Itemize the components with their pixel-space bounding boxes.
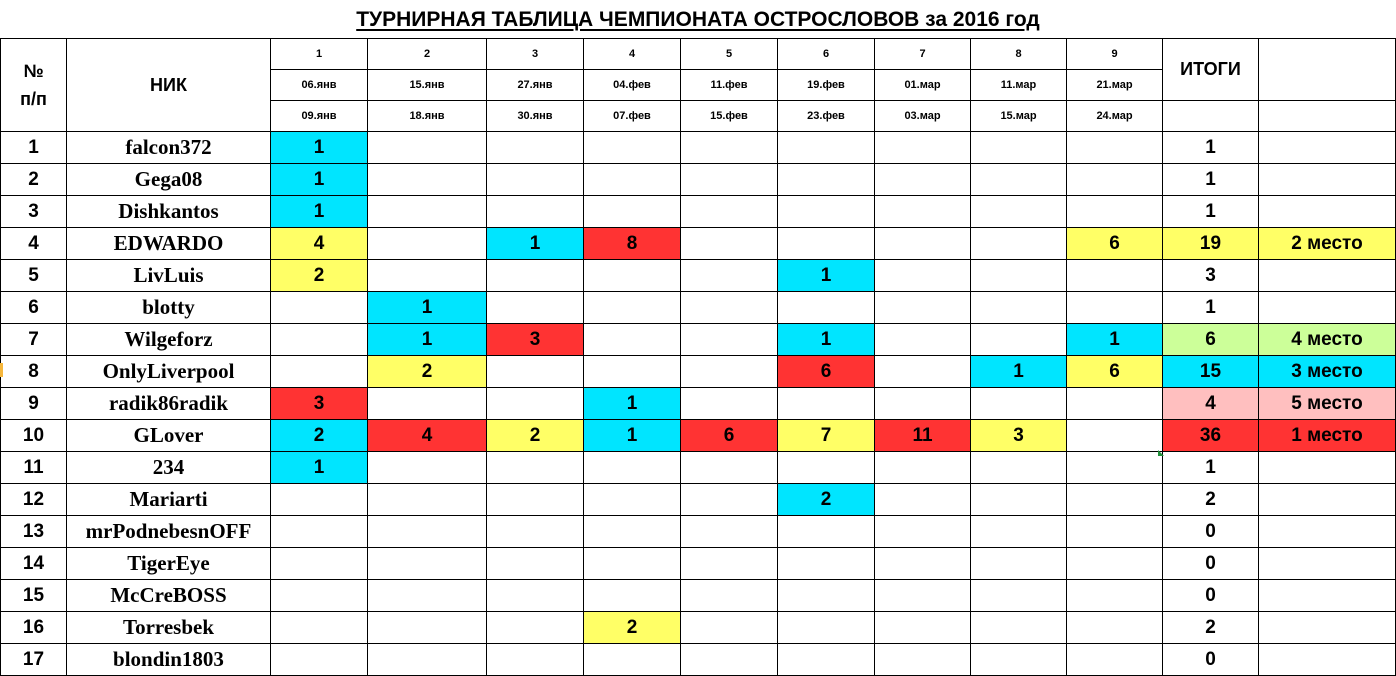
round-score-cell[interactable] (368, 132, 487, 164)
player-nick[interactable]: GLover (67, 420, 271, 452)
round-score-cell[interactable]: 1 (271, 132, 368, 164)
round-score-cell[interactable] (1067, 644, 1163, 676)
place-cell[interactable] (1259, 132, 1396, 164)
round-score-cell[interactable]: 6 (681, 420, 778, 452)
round-score-cell[interactable] (271, 644, 368, 676)
round-score-cell[interactable] (875, 516, 971, 548)
round-score-cell[interactable] (487, 356, 584, 388)
table-row[interactable] (1, 452, 1396, 484)
table-row[interactable] (1, 356, 1396, 388)
header-round-number: 4 (584, 39, 681, 70)
header-place-blank (1259, 101, 1396, 132)
total-cell[interactable]: 0 (1163, 516, 1259, 548)
round-score-cell[interactable] (778, 580, 875, 612)
round-score-cell[interactable] (368, 452, 487, 484)
round-score-cell[interactable]: 1 (271, 452, 368, 484)
header-round-start: 06.янв (271, 70, 368, 101)
round-score-cell[interactable]: 2 (271, 420, 368, 452)
row-number[interactable]: 4 (1, 228, 67, 260)
round-score-cell[interactable] (681, 452, 778, 484)
round-score-cell[interactable]: 4 (271, 228, 368, 260)
header-total-blank (1163, 101, 1259, 132)
player-nick[interactable]: OnlyLiverpool (67, 356, 271, 388)
round-score-cell[interactable] (584, 516, 681, 548)
round-score-cell[interactable] (487, 644, 584, 676)
round-score-cell[interactable] (778, 292, 875, 324)
round-score-cell[interactable]: 4 (368, 420, 487, 452)
place-cell[interactable] (1259, 612, 1396, 644)
total-cell[interactable]: 1 (1163, 164, 1259, 196)
round-score-cell[interactable] (1067, 388, 1163, 420)
round-score-cell[interactable]: 2 (487, 420, 584, 452)
player-nick[interactable]: Gega08 (67, 164, 271, 196)
header-num-line1: № (23, 61, 44, 81)
row-number[interactable]: 15 (1, 580, 67, 612)
round-score-cell[interactable] (971, 644, 1067, 676)
round-score-cell[interactable] (487, 164, 584, 196)
round-score-cell[interactable] (584, 132, 681, 164)
header-nick: НИК (67, 39, 271, 132)
row-number[interactable]: 5 (1, 260, 67, 292)
table-row[interactable] (1, 644, 1396, 676)
header-round-number: 3 (487, 39, 584, 70)
table-row[interactable] (1, 420, 1396, 452)
round-score-cell[interactable]: 1 (584, 388, 681, 420)
total-cell[interactable]: 4 (1163, 388, 1259, 420)
header-round-start: 11.фев (681, 70, 778, 101)
round-score-cell[interactable] (487, 516, 584, 548)
round-score-cell[interactable]: 6 (1067, 356, 1163, 388)
row-number[interactable]: 17 (1, 644, 67, 676)
round-score-cell[interactable] (681, 292, 778, 324)
header-round-start: 15.янв (368, 70, 487, 101)
round-score-cell[interactable] (778, 548, 875, 580)
total-cell[interactable]: 3 (1163, 260, 1259, 292)
round-score-cell[interactable] (875, 612, 971, 644)
round-score-cell[interactable] (368, 260, 487, 292)
table-row[interactable] (1, 132, 1396, 164)
player-nick[interactable]: 234 (67, 452, 271, 484)
table-row[interactable] (1, 484, 1396, 516)
total-cell[interactable]: 1 (1163, 292, 1259, 324)
round-score-cell[interactable] (271, 580, 368, 612)
round-score-cell[interactable] (487, 292, 584, 324)
table-row[interactable] (1, 228, 1396, 260)
round-score-cell[interactable] (778, 196, 875, 228)
round-score-cell[interactable] (681, 196, 778, 228)
round-score-cell[interactable] (487, 388, 584, 420)
round-score-cell[interactable] (971, 548, 1067, 580)
total-cell[interactable]: 1 (1163, 196, 1259, 228)
round-score-cell[interactable] (584, 452, 681, 484)
round-score-cell[interactable] (1067, 196, 1163, 228)
place-cell[interactable] (1259, 164, 1396, 196)
round-score-cell[interactable] (875, 388, 971, 420)
place-cell[interactable] (1259, 484, 1396, 516)
round-score-cell[interactable] (368, 516, 487, 548)
round-score-cell[interactable] (271, 612, 368, 644)
row-number[interactable]: 7 (1, 324, 67, 356)
header-round-start: 01.мар (875, 70, 971, 101)
header-round-end: 15.фев (681, 101, 778, 132)
round-score-cell[interactable] (971, 612, 1067, 644)
round-score-cell[interactable] (971, 164, 1067, 196)
player-nick[interactable]: falcon372 (67, 132, 271, 164)
header-round-number: 9 (1067, 39, 1163, 70)
round-score-cell[interactable] (681, 388, 778, 420)
place-cell[interactable]: 5 место (1259, 388, 1396, 420)
total-cell[interactable]: 1 (1163, 452, 1259, 484)
round-score-cell[interactable] (487, 196, 584, 228)
header-round-start: 27.янв (487, 70, 584, 101)
round-score-cell[interactable] (487, 452, 584, 484)
round-score-cell[interactable]: 1 (778, 260, 875, 292)
table-row[interactable] (1, 260, 1396, 292)
round-score-cell[interactable]: 1 (368, 292, 487, 324)
round-score-cell[interactable] (368, 196, 487, 228)
row-marker (0, 363, 3, 377)
row-number[interactable]: 16 (1, 612, 67, 644)
table-row[interactable] (1, 164, 1396, 196)
round-score-cell[interactable]: 2 (368, 356, 487, 388)
round-score-cell[interactable] (1067, 420, 1163, 452)
total-cell[interactable]: 19 (1163, 228, 1259, 260)
header-round-end: 09.янв (271, 101, 368, 132)
round-score-cell[interactable] (875, 484, 971, 516)
round-score-cell[interactable] (875, 580, 971, 612)
row-number[interactable]: 9 (1, 388, 67, 420)
round-score-cell[interactable]: 1 (271, 196, 368, 228)
standings-table (0, 38, 1396, 676)
row-number[interactable]: 6 (1, 292, 67, 324)
total-cell[interactable]: 15 (1163, 356, 1259, 388)
round-score-cell[interactable]: 3 (971, 420, 1067, 452)
place-cell[interactable] (1259, 548, 1396, 580)
header-round-number: 1 (271, 39, 368, 70)
table-row[interactable] (1, 548, 1396, 580)
round-score-cell[interactable] (875, 356, 971, 388)
round-score-cell[interactable] (971, 452, 1067, 484)
round-score-cell[interactable] (778, 452, 875, 484)
total-cell[interactable]: 2 (1163, 484, 1259, 516)
total-cell[interactable]: 0 (1163, 580, 1259, 612)
round-score-cell[interactable] (971, 196, 1067, 228)
round-score-cell[interactable]: 2 (271, 260, 368, 292)
round-score-cell[interactable] (1067, 452, 1163, 484)
round-score-cell[interactable] (584, 356, 681, 388)
round-score-cell[interactable] (681, 228, 778, 260)
round-score-cell[interactable] (271, 484, 368, 516)
place-cell[interactable] (1259, 644, 1396, 676)
place-cell[interactable] (1259, 580, 1396, 612)
round-score-cell[interactable] (271, 356, 368, 388)
cell-comment-indicator (1158, 450, 1164, 456)
row-number[interactable]: 13 (1, 516, 67, 548)
table-row[interactable] (1, 580, 1396, 612)
round-score-cell[interactable] (1067, 292, 1163, 324)
player-nick[interactable]: Mariarti (67, 484, 271, 516)
header-round-number: 2 (368, 39, 487, 70)
player-nick[interactable]: LivLuis (67, 260, 271, 292)
round-score-cell[interactable] (487, 260, 584, 292)
round-score-cell[interactable] (584, 164, 681, 196)
round-score-cell[interactable] (971, 388, 1067, 420)
round-score-cell[interactable] (778, 228, 875, 260)
total-cell[interactable]: 0 (1163, 644, 1259, 676)
round-score-cell[interactable] (368, 644, 487, 676)
table-row[interactable] (1, 324, 1396, 356)
row-number[interactable]: 2 (1, 164, 67, 196)
round-score-cell[interactable] (875, 132, 971, 164)
place-cell[interactable]: 1 место (1259, 420, 1396, 452)
round-score-cell[interactable] (681, 356, 778, 388)
player-nick[interactable]: Torresbek (67, 612, 271, 644)
round-score-cell[interactable]: 6 (1067, 228, 1163, 260)
header-num-line2: п/п (20, 89, 47, 109)
round-score-cell[interactable] (368, 388, 487, 420)
round-score-cell[interactable] (271, 516, 368, 548)
round-score-cell[interactable]: 1 (271, 164, 368, 196)
round-score-cell[interactable] (971, 580, 1067, 612)
round-score-cell[interactable] (875, 548, 971, 580)
round-score-cell[interactable] (368, 484, 487, 516)
round-score-cell[interactable] (271, 548, 368, 580)
round-score-cell[interactable] (681, 516, 778, 548)
round-score-cell[interactable] (584, 260, 681, 292)
header-round-number: 6 (778, 39, 875, 70)
table-row[interactable] (1, 196, 1396, 228)
place-cell[interactable] (1259, 292, 1396, 324)
round-score-cell[interactable]: 1 (487, 228, 584, 260)
player-nick[interactable]: Dishkantos (67, 196, 271, 228)
row-number[interactable]: 8 (1, 356, 67, 388)
round-score-cell[interactable] (875, 164, 971, 196)
player-nick[interactable]: McCreBOSS (67, 580, 271, 612)
round-score-cell[interactable] (1067, 548, 1163, 580)
round-score-cell[interactable] (1067, 260, 1163, 292)
page-title (0, 0, 1396, 38)
row-number[interactable]: 10 (1, 420, 67, 452)
header-round-end: 15.мар (971, 101, 1067, 132)
player-nick[interactable]: radik86radik (67, 388, 271, 420)
round-score-cell[interactable] (584, 644, 681, 676)
round-score-cell[interactable] (875, 324, 971, 356)
round-score-cell[interactable] (368, 228, 487, 260)
header-round-end: 18.янв (368, 101, 487, 132)
round-score-cell[interactable]: 11 (875, 420, 971, 452)
round-score-cell[interactable] (971, 516, 1067, 548)
round-score-cell[interactable] (875, 292, 971, 324)
round-score-cell[interactable] (1067, 612, 1163, 644)
place-cell[interactable]: 3 место (1259, 356, 1396, 388)
row-number[interactable]: 12 (1, 484, 67, 516)
round-score-cell[interactable] (368, 580, 487, 612)
row-number[interactable]: 1 (1, 132, 67, 164)
header-num (1, 39, 67, 132)
round-score-cell[interactable] (584, 292, 681, 324)
round-score-cell[interactable] (584, 484, 681, 516)
header-round-start: 19.фев (778, 70, 875, 101)
round-score-cell[interactable] (1067, 164, 1163, 196)
header-round-start: 21.мар (1067, 70, 1163, 101)
round-score-cell[interactable] (487, 580, 584, 612)
header-place (1259, 39, 1396, 101)
round-score-cell[interactable] (584, 548, 681, 580)
round-score-cell[interactable]: 3 (271, 388, 368, 420)
round-score-cell[interactable] (487, 132, 584, 164)
header-round-end: 24.мар (1067, 101, 1163, 132)
total-cell[interactable]: 0 (1163, 548, 1259, 580)
round-score-cell[interactable] (584, 580, 681, 612)
total-cell[interactable]: 2 (1163, 612, 1259, 644)
total-cell[interactable]: 1 (1163, 132, 1259, 164)
player-nick[interactable]: blotty (67, 292, 271, 324)
place-cell[interactable]: 2 место (1259, 228, 1396, 260)
place-cell[interactable] (1259, 196, 1396, 228)
header-round-end: 30.янв (487, 101, 584, 132)
round-score-cell[interactable] (875, 644, 971, 676)
place-cell[interactable] (1259, 516, 1396, 548)
header-round-number: 7 (875, 39, 971, 70)
table-row[interactable] (1, 516, 1396, 548)
round-score-cell[interactable] (875, 452, 971, 484)
title-text: ТУРНИРНАЯ ТАБЛИЦА ЧЕМПИОНАТА ОСТРОСЛОВОВ за 2016 год (356, 8, 1040, 31)
row-number[interactable]: 14 (1, 548, 67, 580)
round-score-cell[interactable] (681, 548, 778, 580)
round-score-cell[interactable]: 7 (778, 420, 875, 452)
round-score-cell[interactable] (778, 612, 875, 644)
round-score-cell[interactable] (778, 644, 875, 676)
round-score-cell[interactable] (368, 612, 487, 644)
round-score-cell[interactable] (971, 228, 1067, 260)
round-score-cell[interactable]: 2 (584, 612, 681, 644)
header-round-end: 03.мар (875, 101, 971, 132)
player-nick[interactable]: blondin1803 (67, 644, 271, 676)
round-score-cell[interactable] (681, 164, 778, 196)
player-nick[interactable]: TigerEye (67, 548, 271, 580)
round-score-cell[interactable]: 1 (971, 356, 1067, 388)
total-cell[interactable]: 6 (1163, 324, 1259, 356)
round-score-cell[interactable] (1067, 516, 1163, 548)
header-row-round (1, 39, 1396, 70)
table-row[interactable] (1, 292, 1396, 324)
round-score-cell[interactable] (778, 132, 875, 164)
round-score-cell[interactable] (681, 644, 778, 676)
round-score-cell[interactable]: 1 (778, 324, 875, 356)
round-score-cell[interactable] (778, 388, 875, 420)
place-cell[interactable] (1259, 452, 1396, 484)
round-score-cell[interactable] (584, 196, 681, 228)
header-round-end: 07.фев (584, 101, 681, 132)
round-score-cell[interactable]: 8 (584, 228, 681, 260)
round-score-cell[interactable] (681, 324, 778, 356)
round-score-cell[interactable] (1067, 132, 1163, 164)
row-number[interactable]: 11 (1, 452, 67, 484)
round-score-cell[interactable] (487, 484, 584, 516)
round-score-cell[interactable]: 1 (368, 324, 487, 356)
header-total: ИТОГИ (1163, 39, 1259, 101)
round-score-cell[interactable] (875, 260, 971, 292)
round-score-cell[interactable]: 1 (1067, 324, 1163, 356)
round-score-cell[interactable] (971, 132, 1067, 164)
place-cell[interactable]: 4 место (1259, 324, 1396, 356)
row-number[interactable]: 3 (1, 196, 67, 228)
round-score-cell[interactable] (778, 164, 875, 196)
header-round-start: 04.фев (584, 70, 681, 101)
table-row[interactable] (1, 388, 1396, 420)
round-score-cell[interactable] (681, 484, 778, 516)
round-score-cell[interactable] (681, 132, 778, 164)
round-score-cell[interactable] (487, 612, 584, 644)
round-score-cell[interactable] (681, 612, 778, 644)
player-nick[interactable]: Wilgeforz (67, 324, 271, 356)
total-cell[interactable]: 36 (1163, 420, 1259, 452)
round-score-cell[interactable] (368, 548, 487, 580)
header-round-end: 23.фев (778, 101, 875, 132)
round-score-cell[interactable] (971, 484, 1067, 516)
header-round-number: 8 (971, 39, 1067, 70)
round-score-cell[interactable]: 1 (584, 420, 681, 452)
player-nick[interactable]: mrPodnebesnOFF (67, 516, 271, 548)
round-score-cell[interactable] (681, 580, 778, 612)
round-score-cell[interactable] (584, 324, 681, 356)
round-score-cell[interactable] (1067, 484, 1163, 516)
table-row[interactable] (1, 612, 1396, 644)
round-score-cell[interactable] (971, 292, 1067, 324)
player-nick[interactable]: EDWARDO (67, 228, 271, 260)
header-round-start: 11.мар (971, 70, 1067, 101)
round-score-cell[interactable] (971, 324, 1067, 356)
round-score-cell[interactable]: 2 (778, 484, 875, 516)
round-score-cell[interactable] (971, 260, 1067, 292)
round-score-cell[interactable] (487, 548, 584, 580)
round-score-cell[interactable] (875, 228, 971, 260)
round-score-cell[interactable] (875, 196, 971, 228)
place-cell[interactable] (1259, 260, 1396, 292)
round-score-cell[interactable] (778, 516, 875, 548)
round-score-cell[interactable]: 6 (778, 356, 875, 388)
round-score-cell[interactable] (271, 292, 368, 324)
round-score-cell[interactable] (271, 324, 368, 356)
round-score-cell[interactable] (681, 260, 778, 292)
round-score-cell[interactable]: 3 (487, 324, 584, 356)
header-round-number: 5 (681, 39, 778, 70)
round-score-cell[interactable] (368, 164, 487, 196)
round-score-cell[interactable] (1067, 580, 1163, 612)
